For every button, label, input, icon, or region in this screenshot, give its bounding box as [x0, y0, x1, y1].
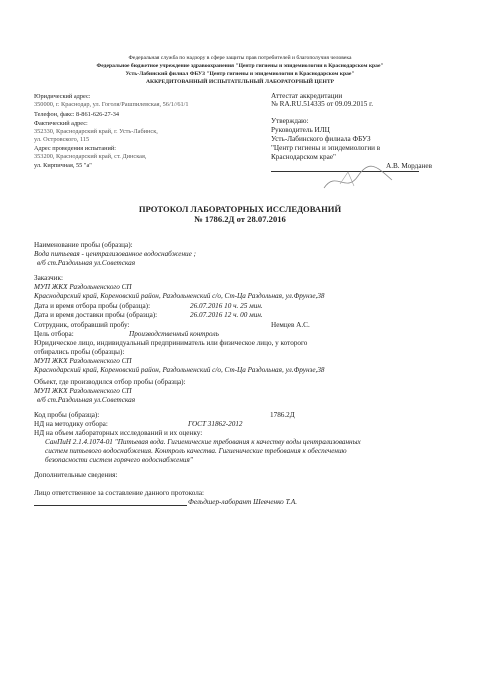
sample-code-value: 1786.2Д	[270, 411, 295, 419]
phone-fax: Телефон, факс: 8-861-626-27-34	[34, 111, 120, 118]
sample-name-label: Наименование пробы (образца):	[34, 241, 133, 249]
protocol-title: ПРОТОКОЛ ЛАБОРАТОРНЫХ ИССЛЕДОВАНИЙ	[138, 204, 342, 214]
sample-name-value-1: Вода питьевая - централизованное водоснабжение ;	[34, 250, 197, 258]
test-address-label: Адрес проведения испытаний:	[34, 145, 116, 152]
nd-method-label: НД на методику отбора:	[34, 420, 108, 428]
header-institution: Федеральное бюджетное учреждение здравоохранения "Центр гигиены и эпидемиологии в Краснодарском крае"	[96, 63, 384, 69]
header-center: АККРЕДИТОВАННЫЙ ИСПЫТАТЕЛЬНЫЙ ЛАБОРАТОРНЫЙ ЦЕНТР	[145, 79, 335, 85]
extra-info-label: Дополнительные сведения:	[34, 471, 118, 479]
approver-title-1: Руководитель ИЛЦ	[271, 126, 330, 134]
entity-label-1: Юридическое лицо, индивидуальный предприниматель или физическое лицо, у которого	[34, 339, 308, 347]
nd-scope-line-3: безопасности систем горячего водоснабжения"	[45, 456, 193, 464]
nd-scope-line-1: СанПиН 2.1.4.1074-01 "Питьевая вода. Гигиенические требования к качеству воды централизованных	[45, 438, 361, 446]
accreditation-value: № RA.RU.514335 от 09.09.2015 г.	[271, 100, 374, 108]
approver-title-4: Краснодарском крае"	[271, 153, 336, 161]
sampling-datetime-label: Дата и время отбора пробы (образца):	[34, 302, 151, 310]
signature-scribble	[318, 150, 398, 200]
approver-title-3: "Центр гигиены и эпидемиологии в	[271, 144, 381, 152]
purpose-value: Производственный контроль	[129, 330, 219, 338]
purpose-label: Цель отбора:	[34, 330, 74, 338]
object-name: МУП ЖКХ Раздольненского СП	[34, 387, 132, 395]
delivery-datetime-value: 26.07.2016 12 ч. 00 мин.	[190, 311, 263, 319]
entity-address: Краснодарский край, Кореновский район, Раздольненский с/о, Ст-Ца Раздольная, ул.Фрунзе,38	[34, 366, 325, 374]
actual-address-line2: ул. Островского, 115	[34, 136, 90, 143]
customer-label: Заказчик:	[34, 274, 64, 282]
actual-address-line1: 352330, Краснодарский край, г. Усть-Лабинск,	[34, 128, 158, 135]
object-address: в/б ст.Раздольная ул.Советская	[37, 396, 136, 404]
actual-address-label: Фактический адрес:	[34, 120, 88, 127]
sampler-label: Сотрудник, отобравший пробу:	[34, 321, 130, 329]
sample-code-label: Код пробы (образца):	[34, 411, 100, 419]
legal-address-value: 350000, г. Краснодар, ул. Гоголя/Рашпилевская, 56/1//61/1	[34, 101, 189, 108]
sampling-datetime-value: 26.07.2016 10 ч. 25 мин.	[190, 302, 263, 310]
test-address-line2: ул. Кирпичная, 55 "а"	[34, 162, 92, 169]
responsible-label: Лицо ответственное за составление данного протокола:	[34, 489, 205, 497]
header-agency: Федеральная служба по надзору в сфере защиты прав потребителей и благополучия человека	[128, 55, 352, 61]
entity-name: МУП ЖКХ Раздольненского СП	[34, 357, 132, 365]
responsible-value: Фельдшер-лаборант Шевченко Т.А.	[188, 498, 298, 506]
sample-name-value-2: в/б ст.Раздольная ул.Советская	[37, 259, 136, 267]
customer-address: Краснодарский край, Кореновский район, Раздольненский с/о, Ст-Ца Раздольная, ул.Фрунзе,38	[34, 292, 325, 300]
test-address-line1: 353200, Краснодарский край, ст. Динская,	[34, 153, 147, 160]
object-label: Объект, где производился отбор пробы (образца):	[34, 378, 186, 386]
approver-name: А.В. Морданев	[386, 162, 432, 170]
legal-address-label: Юридический адрес:	[34, 93, 91, 100]
customer-name: МУП ЖКХ Раздольненского СП	[34, 283, 132, 291]
entity-label-2: отбирались пробы (образцы):	[34, 348, 125, 356]
delivery-datetime-label: Дата и время доставки пробы (образца):	[34, 311, 158, 319]
nd-scope-line-2: систем питьевого водоснабжения. Контроль качества. Гигиенические требования к обеспечению	[45, 447, 347, 455]
nd-scope-label: НД на объем лабораторных исследований и их оценку:	[34, 429, 203, 437]
approve-label: Утверждаю:	[271, 117, 309, 125]
header-branch: Усть-Лабинский филиал ФБУЗ "Центр гигиены и эпидемиологии в Краснодарском крае"	[125, 71, 355, 77]
responsible-signature-line	[34, 505, 187, 506]
nd-method-value: ГОСТ 31862-2012	[188, 420, 243, 428]
accreditation-label: Аттестат аккредитации	[271, 92, 343, 100]
protocol-number: № 1786.2Д от 28.07.2016	[194, 214, 286, 224]
approver-title-2: Усть-Лабинского филиала ФБУЗ	[271, 135, 371, 143]
sampler-value: Немцев А.С.	[271, 321, 310, 329]
